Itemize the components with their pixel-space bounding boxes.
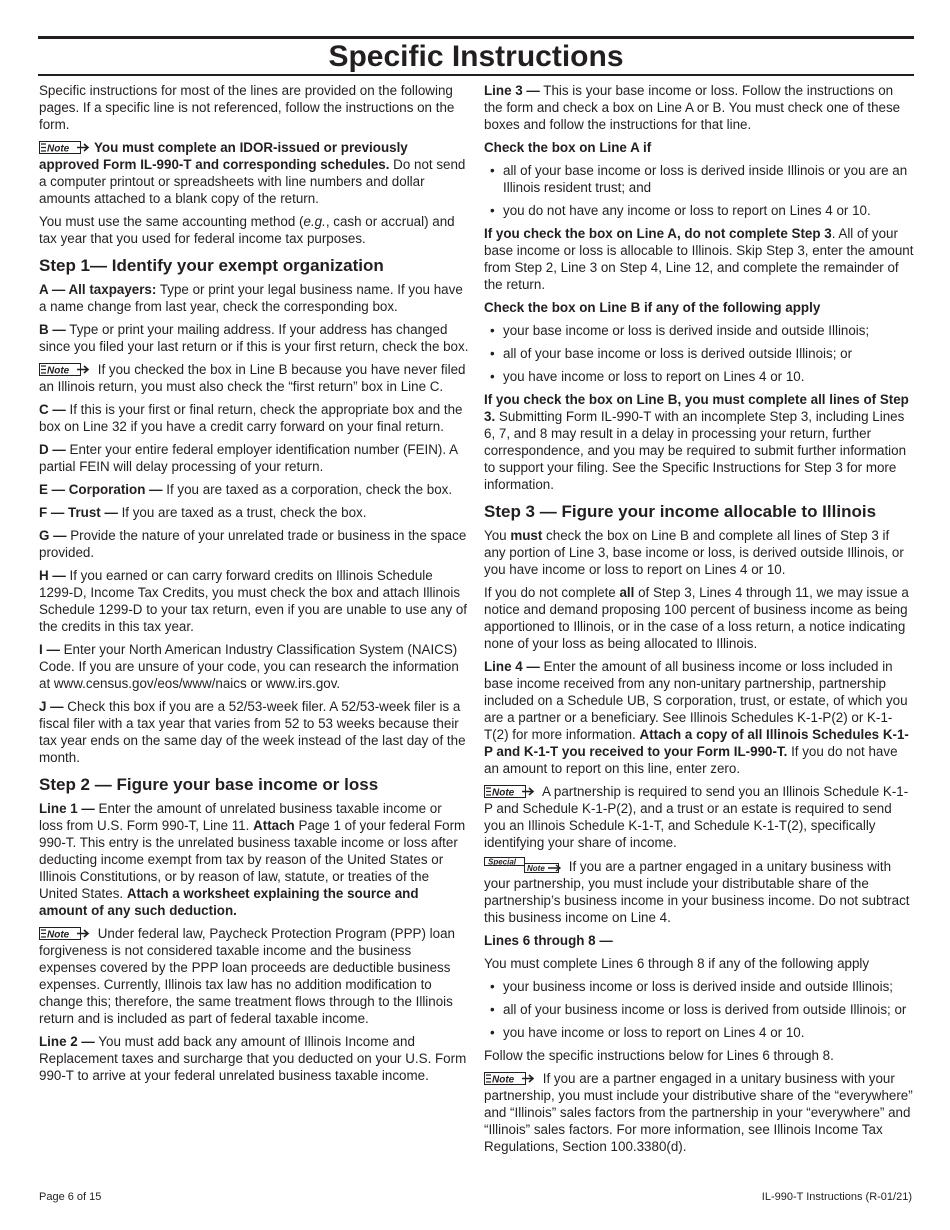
- line-g-paragraph: G — Provide the nature of your unrelated trade or business in the space provided.: [39, 528, 467, 560]
- note-paragraph: Note A partnership is required to send you an Illinois Schedule K-1-P and Schedule K-1-P(2), and a trust or an estate is required to send you an Illinois Schedule K-1-T, and Schedule K-1-T(2), specifically identifying your share of income.: [484, 784, 909, 850]
- top-rule: [38, 36, 914, 39]
- note-paragraph: Note If you checked the box in Line B because you have never filed an Illinois return, you must also check the “first return” box in Line C.: [39, 362, 466, 394]
- step1-heading: Step 1— Identify your exempt organization: [39, 256, 384, 275]
- line-i-paragraph: I — Enter your North American Industry Classification System (NAICS) Code. If you are unsure of your code, you can research the information at www.census.gov/eos/www/naics or www.irs.gov.: [39, 642, 459, 691]
- title-rule: [38, 74, 914, 76]
- line-1-paragraph: Line 1 — Enter the amount of unrelated business taxable income or loss from U.S. Form 990-T, Line 11. Attach Page 1 of your federal Form 990-T. This entry is the unrelated business taxable income or loss after deducting income exempt from tax by reason of the United States or Illinois Constitutions, or by reason of law, statute, or treaties of the United States. Attach a worksheet explaining the source and amount of any such deduction.: [39, 801, 466, 918]
- right-column: [484, 82, 914, 1161]
- svg-text:Note: Note: [47, 929, 70, 940]
- svg-text:Note: Note: [492, 1074, 515, 1085]
- line-b-paragraph: B — Type or print your mailing address. If your address has changed since you filed your last return or if this is your first return, check the box.: [39, 322, 469, 354]
- svg-text:Note: Note: [47, 143, 70, 154]
- line-d-paragraph: D — Enter your entire federal employer identification number (FEIN). A partial FEIN will delay processing of your return.: [39, 442, 458, 474]
- left-column: [39, 82, 469, 1090]
- lines-6-8-list: [484, 978, 914, 1041]
- step2-heading: Step 2 — Figure your base income or loss: [39, 775, 379, 794]
- line-c-paragraph: C — If this is your first or final return, check the appropriate box and the box on Line 32 if you have a credit carry forward on your final return.: [39, 402, 463, 434]
- note-icon: [39, 363, 91, 376]
- line-a-result-paragraph: If you check the box on Line A, do not complete Step 3. All of your base income or loss is allocable to Illinois. Skip Step 3, enter the amount from Step 2, Line 3 on Step 4, Line 12, and complete the remainder of the return.: [484, 226, 914, 292]
- list-item: • your base income or loss is derived inside and outside Illinois;: [484, 322, 914, 339]
- svg-text:Note: Note: [47, 365, 70, 376]
- svg-text:Note: Note: [527, 864, 545, 873]
- line-3-paragraph: Line 3 — This is your base income or loss. Follow the instructions on the form and check a box on Line A or B. You must check one of these boxes and follow the instructions for that line.: [484, 83, 901, 132]
- line-e-paragraph: E — Corporation — If you are taxed as a corporation, check the box.: [39, 482, 453, 497]
- svg-text:Note: Note: [492, 787, 515, 798]
- check-line-b-heading: Check the box on Line B if any of the following apply: [484, 300, 821, 315]
- follow-paragraph: Follow the specific instructions below for Lines 6 through 8.: [484, 1048, 834, 1063]
- list-item: • you do not have any income or loss to report on Lines 4 or 10.: [484, 202, 914, 219]
- special-note-paragraph: Special Note If you are a partner engaged in a unitary business with your partnership, you must include your distributable share of the partnership’s business income in your business income. Do not subtract this business income on Line 4.: [484, 857, 910, 925]
- note-icon: [484, 1072, 536, 1085]
- note-paragraph: Note You must complete an IDOR-issued or previously approved Form IL-990-T and corresponding schedules. Do not send a computer printout or spreadsheets with line numbers and dollar amounts attached to a blank copy of the return.: [39, 140, 466, 206]
- intro-paragraph: Specific instructions for most of the lines are provided on the following pages. If a specific line is not referenced, follow the instructions on the form.: [39, 83, 455, 132]
- list-item: • you have income or loss to report on Lines 4 or 10.: [484, 1024, 914, 1041]
- must-paragraph: You must check the box on Line B and complete all lines of Step 3 if any portion of Line 3, base income or loss, is derived outside Illinois, or you have income or loss to report on Lines 4 or 10.: [484, 528, 904, 577]
- note-icon: [39, 141, 91, 154]
- list-item: • you have income or loss to report on Lines 4 or 10.: [484, 368, 914, 385]
- special-note-icon: [484, 857, 562, 873]
- line-a-paragraph: A — All taxpayers: Type or print your legal business name. If you have a name change from last year, check the corresponding box.: [39, 282, 463, 314]
- check-line-a-heading: Check the box on Line A if: [484, 140, 652, 155]
- note-icon: [39, 927, 91, 940]
- form-revision: IL-990-T Instructions (R-01/21): [761, 1191, 912, 1203]
- accounting-method-paragraph: You must use the same accounting method (e.g., cash or accrual) and tax year that you used for federal income tax purposes.: [39, 214, 455, 246]
- page-number: Page 6 of 15: [39, 1191, 102, 1203]
- line-h-paragraph: H — If you earned or can carry forward credits on Illinois Schedule 1299-D, Income Tax Credits, you must check the box and attach Illinois Schedule 1299-D to your tax return, even if you are unable to use any of the credits in this tax year.: [39, 568, 468, 634]
- svg-text:Special: Special: [488, 857, 517, 867]
- page-title: Specific Instructions: [328, 40, 624, 73]
- line-4-paragraph: Line 4 — Enter the amount of all business income or loss included in base income received from any non-unitary partnership, partnership included on a Schedule UB, S corporation, trust, or estate, of which you are a partner or a beneficiary. See Illinois Schedules K-1-P(2) or K-1-T(2) for more information. Attach a copy of all Illinois Schedules K-1-P and K-1-T you received to your Form IL-990-T. If you do not have an amount to report on this line, enter zero.: [484, 659, 909, 776]
- line-f-paragraph: F — Trust — If you are taxed as a trust, check the box.: [39, 505, 367, 520]
- not-all-paragraph: If you do not complete all of Step 3, Lines 4 through 11, we may issue a notice and demand proposing 100 percent of business income as being apportioned to Illinois, or in the case of a loss return, a notice indicating none of your loss as being allocated to Illinois.: [484, 585, 909, 651]
- lines-6-8-heading: Lines 6 through 8 —: [484, 933, 613, 948]
- check-line-a-list: [484, 162, 914, 219]
- note-paragraph: Note If you are a partner engaged in a unitary business with your partnership, you must include your distributive share of the “everywhere” and “Illinois” sales factors from the partnership in your “everywhere” and “Illinois” sales factors. For more information, see Illinois Income Tax Regulations, Section 100.3380(d).: [484, 1071, 913, 1154]
- note-paragraph: Note Under federal law, Paycheck Protection Program (PPP) loan forgiveness is not considered taxable income and the business expenses covered by the PPP loan proceeds are deductible business expenses. Currently, Illinois tax law has no addition modification to change this; therefore, the same treatment flows through to the Illinois return and is included as part of federal taxable income.: [39, 926, 455, 1026]
- line-j-paragraph: J — Check this box if you are a 52/53-week filer. A 52/53-week filer is a fiscal filer with a tax year that varies from 52 to 53 weeks because their tax year ends on the same day of the week instead of the last day of the month.: [39, 699, 466, 765]
- note-icon: [484, 785, 536, 798]
- line-2-paragraph: Line 2 — You must add back any amount of Illinois Income and Replacement taxes and surcharge that you deducted on your U.S. Form 990-T to arrive at your federal unrelated business taxable income.: [39, 1034, 467, 1083]
- list-item: • your business income or loss is derived inside and outside Illinois;: [484, 978, 914, 995]
- lines-6-8-intro: You must complete Lines 6 through 8 if any of the following apply: [484, 956, 870, 971]
- line-b-result-paragraph: If you check the box on Line B, you must complete all lines of Step 3. Submitting Form IL-990-T with an incomplete Step 3, including Lines 6, 7, and 8 may result in a delay in processing your return, further correspondence, and you may be required to submit further information to support your filing. See the Specific Instructions for Step 3 for more information.: [484, 392, 909, 492]
- list-item: • all of your base income or loss is derived inside Illinois or you are an Illinois resident trust; and: [484, 162, 914, 196]
- step3-heading: Step 3 — Figure your income allocable to Illinois: [484, 502, 877, 521]
- check-line-b-list: [484, 322, 914, 385]
- list-item: • all of your business income or loss is derived from outside Illinois; or: [484, 1001, 914, 1018]
- list-item: • all of your base income or loss is derived outside Illinois; or: [484, 345, 914, 362]
